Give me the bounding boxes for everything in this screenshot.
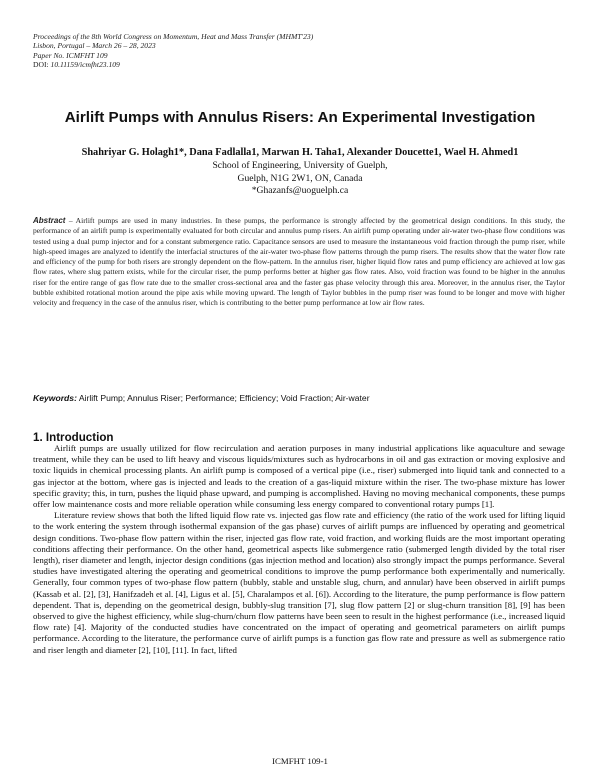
author-list: Shahriyar G. Holagh1*, Dana Fadlalla1, Marwan H. Taha1, Alexander Doucette1, Wael H. Ahmed1 bbox=[81, 147, 519, 158]
abstract-text: – Airlift pumps are used in many industries. In these pumps, the performance is strongly affected by the geometrical design conditions. In this study, the performance of an airlift pump is experimentally evaluated for both circular and annulus pump risers. An airlift pump operating under air-water two-phase flow conditions was tested using a dual pump injector and for a constant submergence ratio. Capacitance sensors are used to measure the instantaneous void fraction through the pump riser, while high-speed images are analyzed to identify the interfacial structures of the air-water two-phase flow patterns through the pump risers. The results show that the water flow rate and efficiency of the pump for both risers are strongly dependent on the flow-pattern. In the annulus riser, higher liquid flow rates and pump efficiency are achieved at low gas flow rates, where slug pattern exists, while for the circular riser, the pump performs better at higher gas flow rates. Also, void fraction was found to be higher in the annulus riser for the entire range of gas flow rate due to the smaller cross-sectional area and the faster gas phase velocity through this area. Moreover, in the annulus riser, the Taylor bubble exhibited rotational motion around the pipe axis while moving upward. The length of Taylor bubbles in the pump riser was found to be longer and move with higher velocity and frequency in the case of the annulus riser, which is contributing to the better pump performance at low air flow rates. bbox=[33, 216, 565, 308]
doi-line bbox=[33, 60, 453, 69]
page-footer: ICMFHT 109-1 bbox=[272, 756, 328, 766]
abstract bbox=[33, 216, 565, 309]
keywords bbox=[33, 393, 565, 403]
paper-number-line: Paper No. ICMFHT 109 bbox=[33, 50, 108, 60]
doi-value: 10.11159/icmfht23.109 bbox=[50, 60, 120, 70]
affiliation-address: Guelph, N1G 2W1, ON, Canada bbox=[237, 172, 363, 184]
proceedings-header bbox=[33, 32, 453, 70]
conference-location-line: Lisbon, Portugal – March 26 – 28, 2023 bbox=[33, 41, 156, 51]
paragraph: Airlift pumps are usually utilized for flow recirculation and aeration purposes in many industrial applications like aquaculture and sewage treatment, while they can be used to lift heavy and viscous liquids/mixtures such as hydrocarbons in oil and gas extraction or moving explosive and toxic liquids in chemical processing plants. An airlift pump is composed of a vertical pipe (i.e., riser) submerged into liquid tank and connected to a gas injector at the bottom, where gas is injected and leads to the creation of a gas-liquid mixture within the riser. The two-phase mixture has lower specific gravity; this, in turn, pushes the liquid phase upward, and pumping is accomplished. Having no moving mechanical components, these pumps offer low maintenance costs and more reliable operation while consuming less energy compared to conventional rotary pumps [1]. bbox=[33, 443, 565, 510]
corresponding-email: *Ghazanfs@uoguelph.ca bbox=[251, 185, 349, 197]
keywords-text: Airlift Pump; Annulus Riser; Performance; Efficiency; Void Fraction; Air-water bbox=[76, 393, 370, 403]
affiliation-school: School of Engineering, University of Guelph, bbox=[212, 160, 388, 171]
doi-label: DOI: bbox=[33, 60, 51, 70]
abstract-label: Abstract bbox=[33, 216, 66, 225]
paragraph: Literature review shows that both the lifted liquid flow rate vs. injected gas flow rate and efficiency (the ratio of the work used for lifting liquid to the work entering the system through isothermal expansion of the gas phase) curves of airlift pumps are influenced by operating and geometrical design conditions. Two-phase flow pattern within the riser, injected gas flow rate, void fraction, and working fluids are the most important operating conditions affecting their performance. On the other hand, geometrical aspects like submergence ratio (submerged length divided by the total riser length), riser diameter and length, injector design conditions (gas injection method and location) also strongly impact the pumps performance. Several studies have investigated altering the operating and geometrical conditions to improve the pump performance both experimentally and numerically. Generally, four common types of two-phase flow pattern (bubbly, stable and unstable slug, churn, and annular) have been observed in airlift pumps (Kassab et al. [2], [3], Hanifzadeh et al. [4], Ligus et al. [5], Charalampos et al. [6]). According to the literature, the pump performance is flow pattern dependent. That is, depending on the geometrical design, bubbly-slug transition [7], slug flow pattern [2] or slug-churn transition [8], [9] has been observed to give the highest efficiency, while slug-churn/churn flow patterns have been seen to result in the highest performance (i.e., increased liquid flow rate) [4]. Majority of the conducted studies have concentrated on the impact of operating and geometrical parameters on airlift pumps performance. According to the literature, the performance curve of airlift pumps is a function gas flow rate and pressure as well as submergence ratio and riser length and diameter [2], [10], [11]. In fact, lifted bbox=[33, 510, 565, 655]
keywords-label: Keywords: bbox=[33, 393, 77, 403]
section-title: 1. Introduction bbox=[33, 431, 114, 444]
affiliation bbox=[0, 160, 600, 198]
proceedings-line: Proceedings of the 8th World Congress on Momentum, Heat and Mass Transfer (MHMT'23) bbox=[33, 32, 314, 41]
paper-title: Airlift Pumps with Annulus Risers: An Experimental Investigation bbox=[64, 109, 536, 126]
body-text bbox=[33, 443, 565, 656]
